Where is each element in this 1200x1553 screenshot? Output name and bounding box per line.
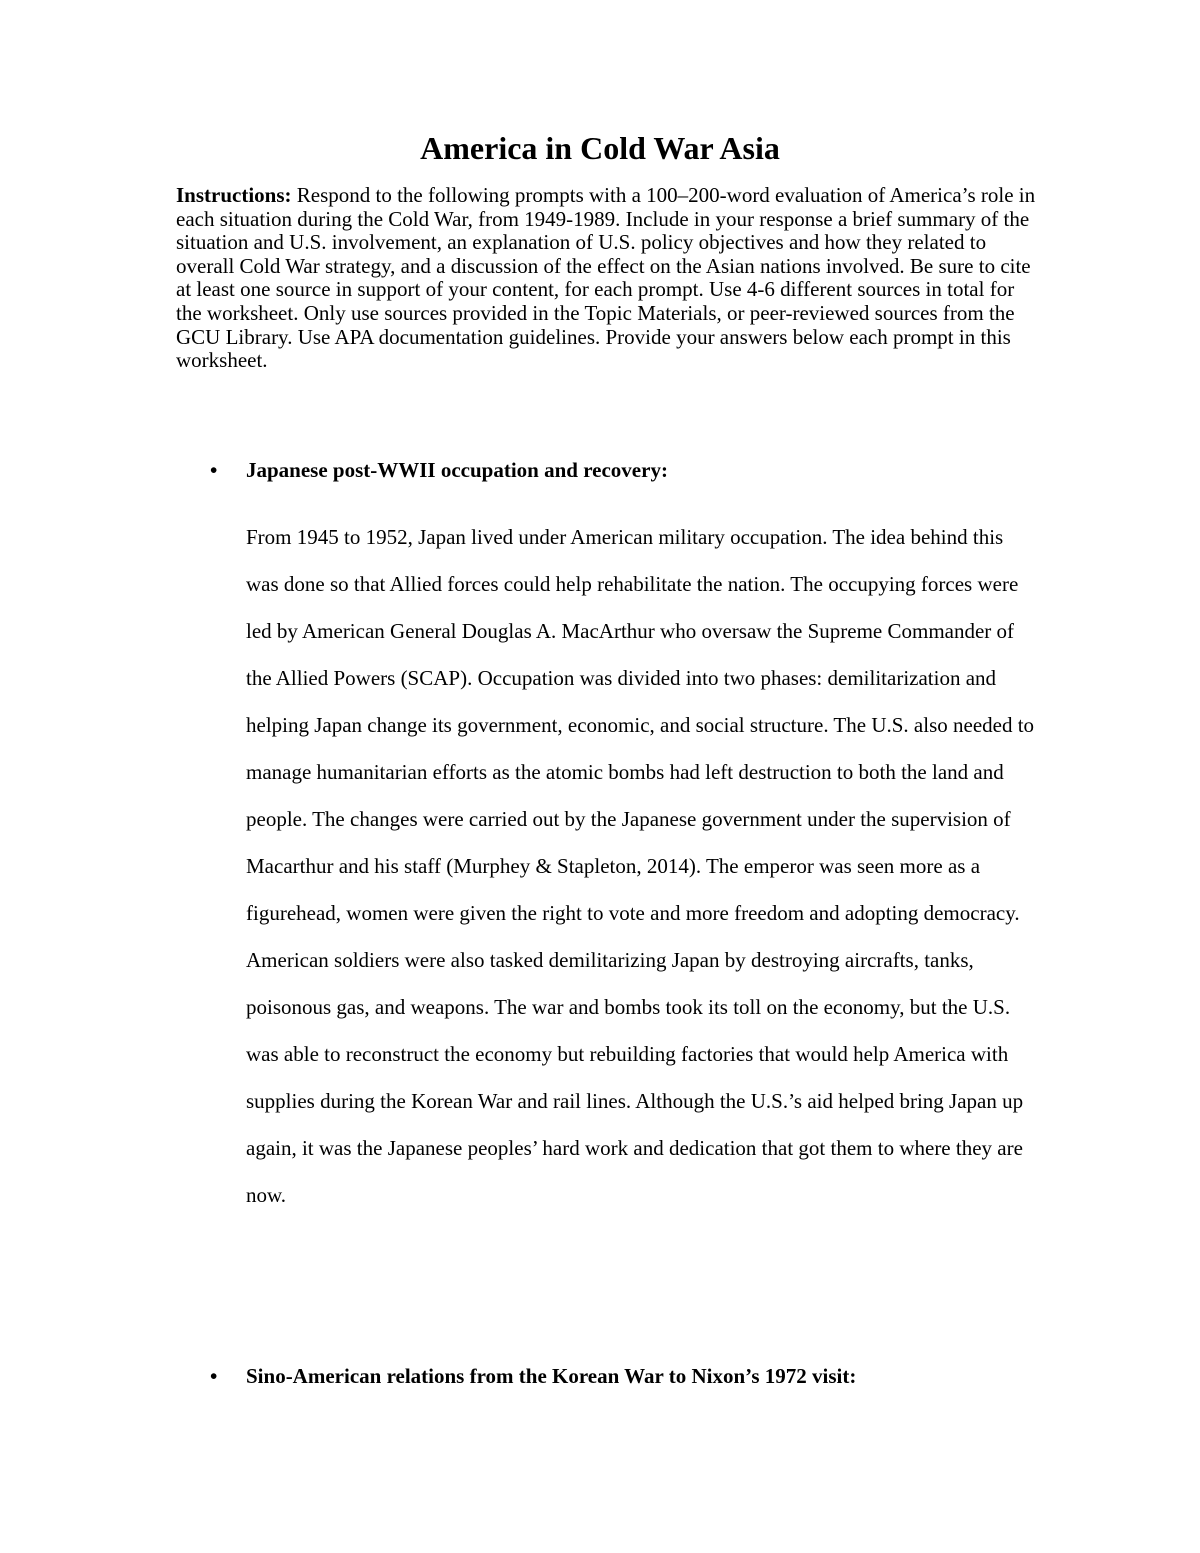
- prompt-2-heading: Sino-American relations from the Korean War to Nixon’s 1972 visit:: [246, 1364, 857, 1388]
- instructions-text: Respond to the following prompts with a 100–200-word evaluation of America’s role in each situation during the Cold War, from 1949-1989. Include in your response a brief summary of the situation and U.S. involvement, an explanation of U.S. policy objectives and how they related to overall Cold War strategy, and a discussion of the effect on the Asian nations involved. Be sure to cite at least one source in support of your content, for each prompt. Use 4-6 different sources in total for the worksheet. Only use sources provided in the Topic Materials, or peer-reviewed sources from the GCU Library. Use APA documentation guidelines. Provide your answers below each prompt in this worksheet.: [176, 183, 1036, 373]
- instructions-paragraph: [176, 184, 1036, 373]
- bullet-icon: •: [210, 1364, 218, 1388]
- instructions-label: Instructions:: [176, 183, 292, 207]
- prompt-1-heading: Japanese post-WWII occupation and recovery:: [246, 458, 668, 482]
- document-title: America in Cold War Asia: [420, 130, 780, 166]
- prompt-1-answer: From 1945 to 1952, Japan lived under American military occupation. The idea behind this was done so that Allied forces could help rehabilitate the nation. The occupying forces were led by American General Douglas A. MacArthur who oversaw the Supreme Commander of the Allied Powers (SCAP). Occupation was divided into two phases: demilitarization and helping Japan change its government, economic, and social structure. The U.S. also needed to manage humanitarian efforts as the atomic bombs had left destruction to both the land and people. The changes were carried out by the Japanese government under the supervision of Macarthur and his staff (Murphey & Stapleton, 2014). The emperor was seen more as a figurehead, women were given the right to vote and more freedom and adopting democracy. American soldiers were also tasked demilitarizing Japan by destroying aircrafts, tanks, poisonous gas, and weapons. The war and bombs took its toll on the economy, but the U.S. was able to reconstruct the economy but rebuilding factories that would help America with supplies during the Korean War and rail lines. Although the U.S.’s aid helped bring Japan up again, it was the Japanese peoples’ hard work and dedication that got them to where they are now.: [246, 525, 1035, 1207]
- bullet-icon: •: [210, 458, 218, 482]
